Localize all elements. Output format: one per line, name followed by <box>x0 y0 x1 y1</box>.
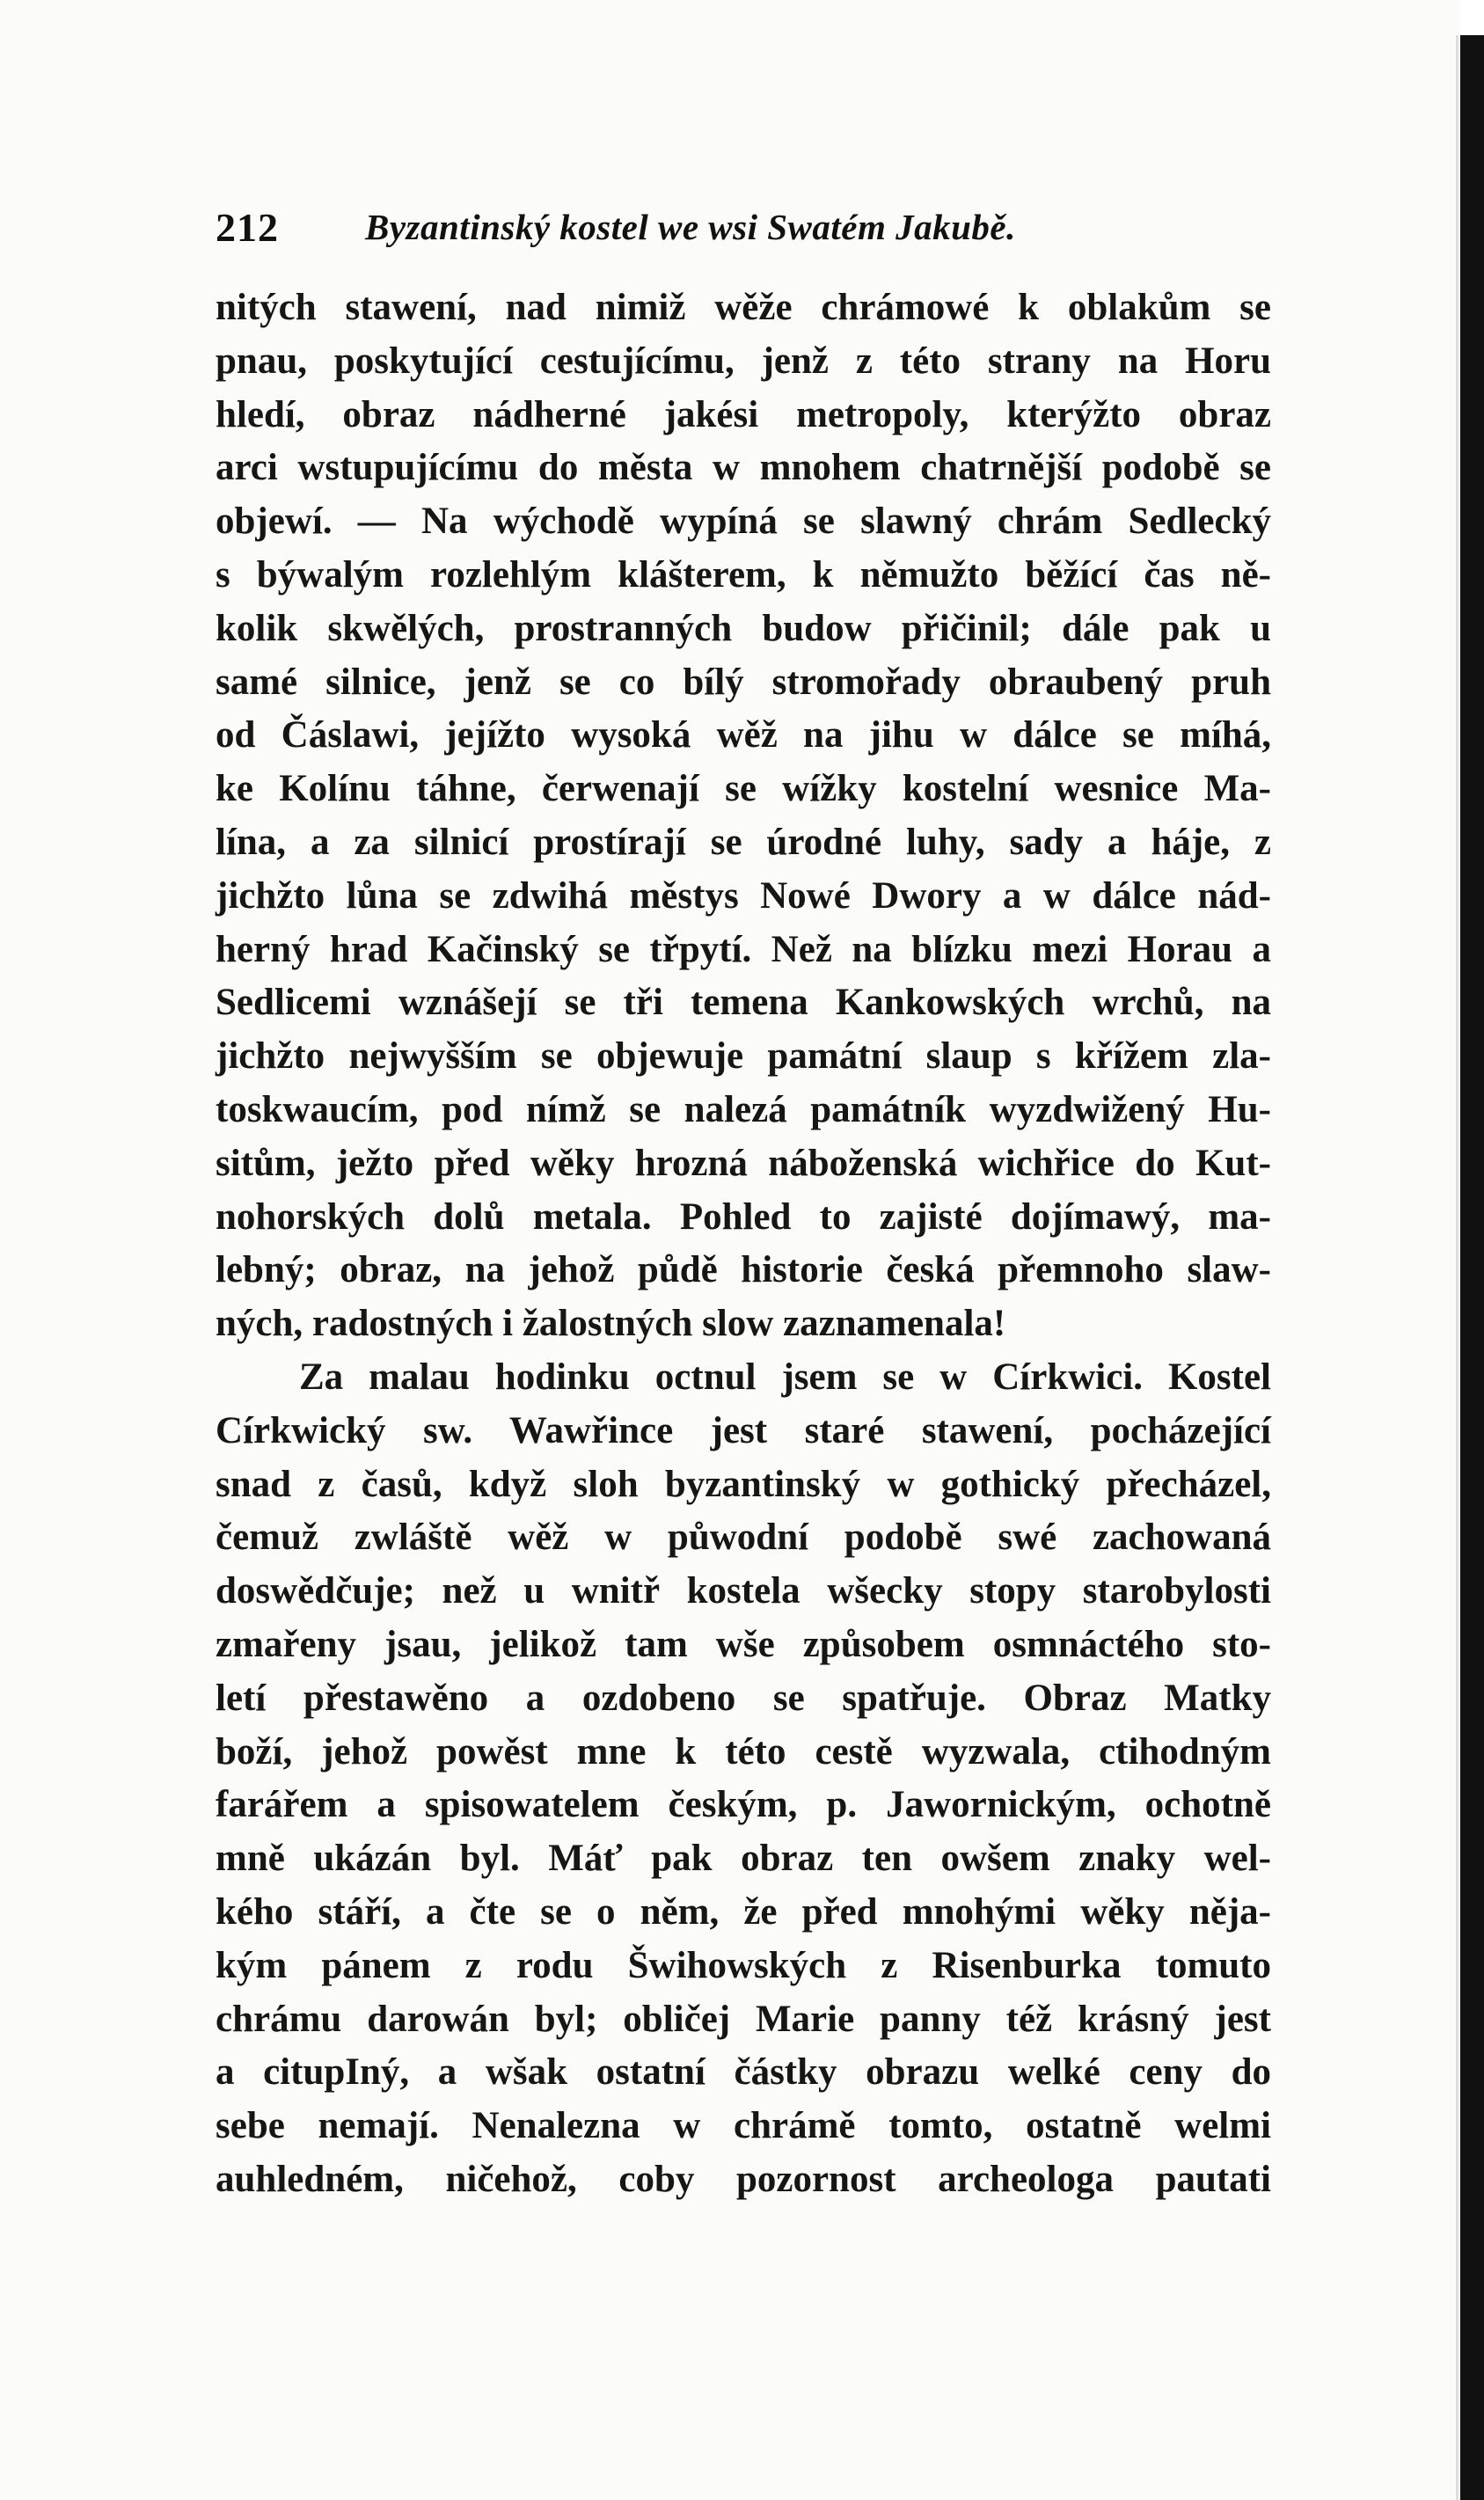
text-line: jichžto nejwyšším se objewuje památní slaup s křížem zla- <box>216 1035 1271 1078</box>
text-line: jichžto lůna se zdwihá městys Nowé Dwory a w dálce nád- <box>216 874 1271 917</box>
text-line: zmařeny jsau, jelikož tam wše způsobem osmnáctého sto- <box>216 1623 1271 1665</box>
text-line: arci wstupujícímu do města w mnohem chatrnější podobě se <box>216 447 1271 489</box>
text-line: čemuž zwláště wěž w půwodní podobě swé zachowaná <box>216 1517 1271 1559</box>
text-line: kého stáří, a čte se o něm, že před mnohými wěky něja- <box>216 1890 1271 1933</box>
text-line: mně ukázán byl. Máť pak obraz ten owšem znaky wel- <box>216 1838 1271 1880</box>
text-line: kým pánem z rodu Šwihowských z Risenburka tomuto <box>216 1944 1271 1986</box>
page-number: 212 <box>216 205 279 250</box>
text-line: lebný; obraz, na jehož půdě historie česká přemnoho slaw- <box>216 1249 1271 1291</box>
text-line: herný hrad Kačinský se třpytí. Než na blízku mezi Horau a <box>216 928 1271 970</box>
text-line: nohorských dolů metala. Pohled to zajisté dojímawý, ma- <box>216 1195 1271 1238</box>
text-line: Za malau hodinku octnul jsem se w Církwici. Kostel <box>299 1356 1271 1398</box>
text-line: a citupIný, a wšak ostatní částky obrazu welké ceny do <box>216 2051 1271 2094</box>
running-title: Byzantinský kostel we wsi Swatém Jakubě. <box>365 207 1016 247</box>
text-line: Církwický sw. Wawřince jest staré stawení, pocházející <box>216 1409 1271 1451</box>
text-line: ke Kolínu táhne, čerwenají se wížky kostelní wesnice Ma- <box>216 768 1271 810</box>
text-line: pnau, poskytující cestujícímu, jenž z této strany na Horu <box>216 340 1271 382</box>
text-line: sebe nemají. Nenalezna w chrámě tomto, ostatně welmi <box>216 2105 1271 2147</box>
text-line: ných, radostných i žalostných slow zaznamenala! <box>216 1303 1006 1345</box>
text-line: objewí. — Na wýchodě wypíná se slawný chrám Sedlecký <box>216 501 1271 543</box>
text-line: hledí, obraz nádherné jakési metropoly, kterýžto obraz <box>216 393 1271 435</box>
text-line: od Čáslawi, jejížto wysoká wěž na jihu w dálce se míhá, <box>216 714 1271 757</box>
page-header <box>216 204 1280 257</box>
text-line: lína, a za silnicí prostírají se úrodné luhy, sady a háje, z <box>216 821 1271 863</box>
text-line: snad z časů, když sloh byzantinský w gothický přecházel, <box>216 1463 1271 1505</box>
text-line: kolik skwělých, prostranných budow přičinil; dále pak u <box>216 607 1271 649</box>
text-line: auhledném, ničehož, coby pozornost archeologa pautati <box>216 2158 1271 2200</box>
page-edge-highlight <box>1456 35 1458 2500</box>
text-line: samé silnice, jenž se co bílý stromořady obraubený pruh <box>216 661 1271 703</box>
text-line: toskwaucím, pod nímž se nalezá památník wyzdwižený Hu- <box>216 1088 1271 1130</box>
text-line: s býwalým rozlehlým klášterem, k němužto běžící čas ně- <box>216 553 1271 596</box>
text-line: doswědčuje; než u wnitř kostela wšecky stopy starobylosti <box>216 1570 1271 1612</box>
text-line: nitých stawení, nad nimiž wěže chrámowé k oblakům se <box>216 287 1271 328</box>
body-text <box>216 281 1271 2207</box>
text-line: sitům, ježto před wěky hrozná náboženská wichřice do Kut- <box>216 1142 1271 1184</box>
text-line: boží, jehož powěst mne k této cestě wyzwala, ctihodným <box>216 1730 1271 1773</box>
text-line: letí přestawěno a ozdobeno se spatřuje. Obraz Matky <box>216 1677 1271 1719</box>
text-line: Sedlicemi wznášejí se tři temena Kankowských wrchů, na <box>216 982 1271 1024</box>
scan-border <box>1460 35 1484 2500</box>
text-line: chrámu darowán byl; obličej Marie panny též krásný jest <box>216 1998 1271 2040</box>
text-line: farářem a spisowatelem českým, p. Jawornickým, ochotně <box>216 1784 1271 1826</box>
